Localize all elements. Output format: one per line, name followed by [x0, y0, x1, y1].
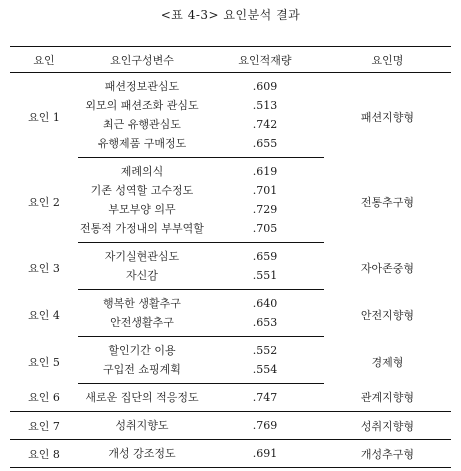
variable-name: 전통적 가정내의 부부역할 [80, 222, 204, 235]
loading-cell [206, 115, 324, 134]
factor-name: 패션지향형 [360, 111, 415, 125]
factor-name: 개성추구형 [324, 440, 451, 468]
variable-cell [78, 219, 206, 243]
loading-value: .769 [252, 419, 278, 432]
loading-value: .747 [252, 391, 278, 404]
loading-cell [206, 412, 324, 440]
loading-value: .554 [252, 363, 278, 376]
loading-cell [206, 440, 324, 468]
variable-cell [78, 73, 206, 97]
loading-cell [206, 290, 324, 314]
factor-label: 요인 7 [10, 412, 78, 440]
table-row [10, 243, 451, 267]
loading-value: .551 [252, 269, 278, 282]
factor-name: 전통추구형 [360, 196, 415, 209]
loading-cell [206, 360, 324, 384]
factor-analysis-table [10, 46, 451, 468]
factor-name: 자아존중형 [360, 262, 415, 275]
loading-cell [206, 96, 324, 115]
variable-cell [78, 134, 206, 158]
variable-cell [78, 384, 206, 412]
factor-label: 요인 1 [28, 111, 60, 125]
variable-cell [78, 158, 206, 182]
loading-value: .691 [252, 447, 278, 460]
table-row [10, 337, 451, 361]
loading-value: .640 [252, 297, 278, 310]
loading-cell [206, 243, 324, 267]
factor-name: 안전지향형 [360, 309, 415, 322]
header-variables: 요인구성변수 [110, 53, 174, 67]
loading-cell [206, 181, 324, 200]
loading-value: .609 [252, 80, 278, 93]
variable-name: 개성 강조정도 [108, 447, 176, 460]
variable-cell [78, 243, 206, 267]
variable-name: 부모부양 의무 [108, 203, 176, 216]
variable-name: 제례의식 [120, 165, 164, 178]
loading-cell [206, 313, 324, 337]
header-factor: 요인 [33, 53, 55, 67]
variable-name: 성취지향도 [115, 419, 169, 432]
variable-name: 자신감 [126, 269, 158, 282]
factor-name: 경제형 [371, 356, 404, 369]
variable-name: 구입전 쇼핑계획 [103, 363, 181, 376]
variable-name: 자기실현관심도 [104, 250, 180, 263]
loading-value: .659 [252, 250, 278, 263]
variable-name: 외모의 패션조화 관심도 [85, 99, 199, 112]
loading-cell [206, 200, 324, 219]
header-loadings: 요인적재량 [238, 53, 292, 67]
loading-cell [206, 266, 324, 290]
table-row [10, 290, 451, 314]
loading-value: .653 [252, 316, 278, 329]
variable-name: 유행제품 구매정도 [97, 137, 187, 150]
variable-name: 할인기간 이용 [108, 344, 176, 357]
loading-cell [206, 384, 324, 412]
variable-name: 최근 유행관심도 [103, 118, 181, 131]
loading-value: .701 [252, 184, 278, 197]
loading-value: .742 [252, 118, 278, 131]
table-header-row [10, 47, 451, 73]
factor-label: 요인 8 [10, 440, 78, 468]
factor-label: 요인 4 [28, 309, 60, 322]
table-caption: <표 4-3> 요인분석 결과 [160, 8, 301, 22]
loading-value: .655 [252, 137, 278, 150]
loading-cell [206, 219, 324, 243]
loading-value: .552 [252, 344, 278, 357]
factor-name: 성취지향형 [324, 412, 451, 440]
loading-cell [206, 73, 324, 97]
table-row [10, 73, 451, 97]
variable-cell [78, 440, 206, 468]
loading-cell [206, 337, 324, 361]
factor-label: 요인 3 [28, 262, 60, 275]
variable-name: 행복한 생활추구 [103, 297, 181, 310]
variable-cell [78, 337, 206, 361]
variable-cell [78, 313, 206, 337]
variable-name: 기존 성역할 고수정도 [90, 184, 194, 197]
variable-cell [78, 360, 206, 384]
loading-cell [206, 134, 324, 158]
variable-cell [78, 266, 206, 290]
variable-cell [78, 200, 206, 219]
variable-cell [78, 115, 206, 134]
variable-cell [78, 290, 206, 314]
factor-label: 요인 5 [28, 356, 60, 369]
loading-value: .513 [252, 99, 278, 112]
loading-value: .705 [252, 222, 278, 235]
table-row [10, 412, 451, 440]
header-factor-name: 요인명 [371, 53, 404, 67]
variable-cell [78, 412, 206, 440]
loading-value: .729 [252, 203, 278, 216]
table-row [10, 440, 451, 468]
table-body [10, 73, 451, 468]
variable-name: 패션정보관심도 [104, 80, 180, 93]
loading-cell [206, 158, 324, 182]
variable-name: 새로운 집단의 적응정도 [85, 391, 199, 404]
loading-value: .619 [252, 165, 278, 178]
table-row [10, 158, 451, 182]
factor-label: 요인 2 [28, 196, 60, 209]
table-row [10, 384, 451, 412]
variable-name: 안전생활추구 [110, 316, 174, 329]
factor-name: 관계지향형 [324, 384, 451, 412]
factor-label: 요인 6 [10, 384, 78, 412]
variable-cell [78, 96, 206, 115]
variable-cell [78, 181, 206, 200]
